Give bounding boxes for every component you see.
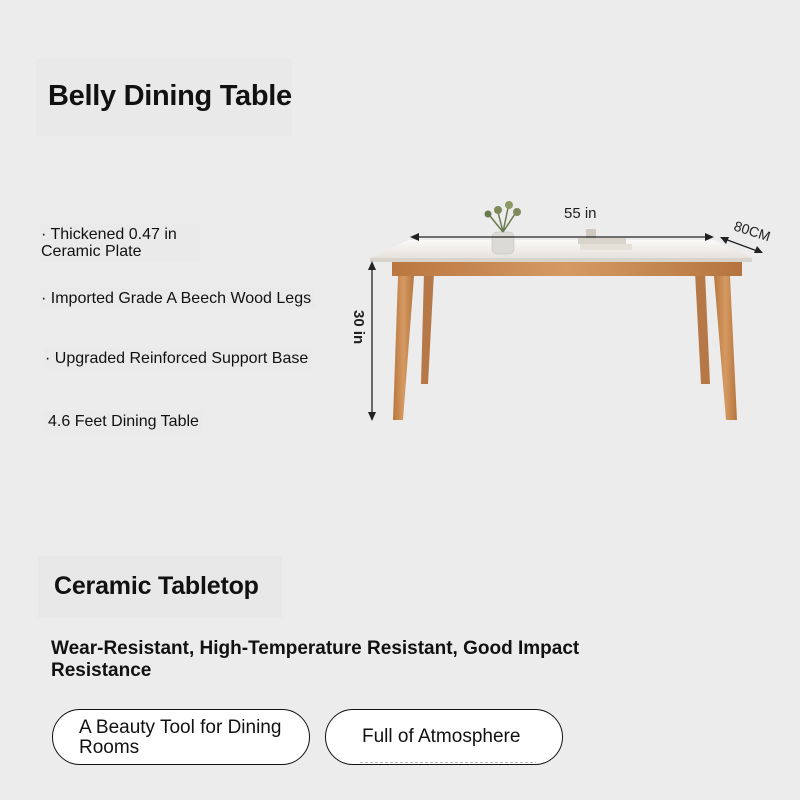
- tabletop: [370, 240, 752, 276]
- height-label: 30 in: [350, 310, 367, 345]
- width-label: 55 in: [564, 205, 597, 222]
- product-title: Belly Dining Table: [48, 80, 292, 112]
- divider: [360, 762, 536, 763]
- feature-ceramic-plate: · Thickened 0.47 in Ceramic Plate: [40, 224, 200, 262]
- books-decor: [578, 229, 632, 250]
- tag-atmosphere: Full of Atmosphere: [325, 709, 563, 765]
- section-description: Wear-Resistant, High-Temperature Resistant, Good Impact Resistance: [51, 638, 580, 681]
- tag-beauty-tool: A Beauty Tool for Dining Rooms: [52, 709, 310, 765]
- dining-table-image: [350, 185, 790, 435]
- feature-support-base: · Upgraded Reinforced Support Base: [44, 348, 312, 369]
- table-legs-back: [421, 272, 710, 384]
- width-dimension-arrow: [410, 233, 714, 241]
- feature-table-size: 4.6 Feet Dining Table: [44, 410, 203, 433]
- height-dimension-arrow: [368, 261, 376, 421]
- feature-beech-legs: · Imported Grade A Beech Wood Legs: [40, 288, 315, 309]
- depth-label: 80CM: [732, 217, 773, 245]
- table-legs-front: [393, 276, 737, 420]
- section-title: Ceramic Tabletop: [54, 572, 259, 600]
